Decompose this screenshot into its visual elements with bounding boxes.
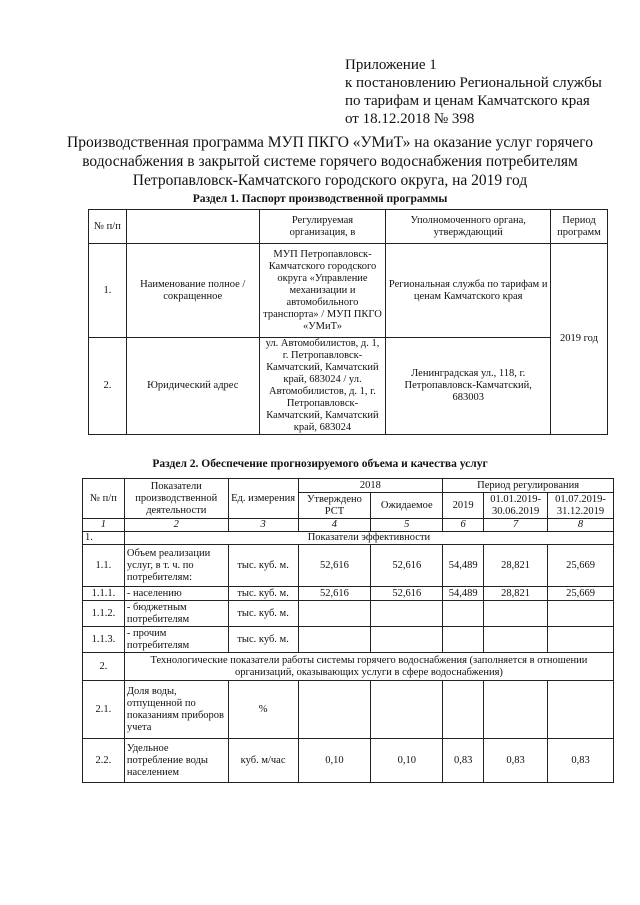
title-line: Производственная программа МУП ПКГО «УМиТ» на оказание услуг горячего (67, 134, 593, 151)
column-number: 3 (228, 519, 298, 532)
header-cell: 2018 (298, 479, 443, 493)
appendix-line: к постановлению Региональной службы (345, 75, 602, 91)
value-cell: 52,616 (298, 545, 371, 587)
column-number: 2 (124, 519, 228, 532)
unit-cell: тыс. куб. м. (228, 601, 298, 627)
row-label: Наименование полное / сокращенное (126, 244, 259, 338)
value-cell (484, 681, 548, 739)
value-cell (443, 627, 484, 653)
row-number: 2. (83, 653, 125, 681)
value-cell: 54,489 (443, 545, 484, 587)
value-cell (298, 627, 371, 653)
row-label: - бюджетным потребителям (124, 601, 228, 627)
row-number: 2.1. (83, 681, 125, 739)
row-number: 1.1. (83, 545, 125, 587)
value-cell: 52,616 (371, 545, 443, 587)
table-row (89, 338, 608, 435)
unit-cell: тыс. куб. м. (228, 587, 298, 601)
group-label: Технологические показатели работы системы горячего водоснабжения (заполняется в отношении организаций, оказывающих услуги в сфере водоснабжения) (124, 653, 613, 681)
row-number: 1.1.3. (83, 627, 125, 653)
value-cell (298, 601, 371, 627)
header-cell: Период регулирования (443, 479, 614, 493)
group-label: Показатели эффективности (124, 532, 613, 545)
value-cell: 25,669 (548, 587, 614, 601)
table-row (83, 601, 614, 627)
row-label: - населению (124, 587, 228, 601)
unit-cell: куб. м/час (228, 739, 298, 783)
value-cell (443, 601, 484, 627)
column-number: 6 (443, 519, 484, 532)
column-number: 7 (484, 519, 548, 532)
value-cell: 0,83 (443, 739, 484, 783)
value-cell (443, 681, 484, 739)
table-row (83, 545, 614, 587)
passport-table (88, 209, 608, 435)
table-row (83, 739, 614, 783)
appendix-line: от 18.12.2018 № 398 (345, 111, 475, 127)
header-cell: Утверждено РСТ (298, 493, 371, 519)
row-label: Юридический адрес (126, 338, 259, 435)
appendix-line: Приложение 1 (345, 57, 437, 73)
header-cell: Регулируемая организация, в (259, 210, 386, 244)
row-number: 1.1.1. (83, 587, 125, 601)
header-cell: № п/п (83, 479, 125, 519)
header-cell: Уполномоченного органа, утверждающий (386, 210, 551, 244)
row-label: Объем реализации услуг, в т. ч. по потребителям: (124, 545, 228, 587)
column-number: 1 (83, 519, 125, 532)
section2-title: Раздел 2. Обеспечение прогнозируемого объема и качества услуг (152, 458, 488, 470)
value-cell (548, 601, 614, 627)
header-cell: Показатели производственной деятельности (124, 479, 228, 519)
section1-title: Раздел 1. Паспорт производственной программы (192, 193, 448, 205)
header-cell: Период программ (551, 210, 608, 244)
value-cell (371, 601, 443, 627)
header-cell: Ожидаемое (371, 493, 443, 519)
org-value: МУП Петропавловск-Камчатского городского округа «Управление механизации и автомобильного транспорта» / МУП ПКГО «УМиТ» (259, 244, 386, 338)
value-cell: 28,821 (484, 545, 548, 587)
value-cell: 0,83 (484, 739, 548, 783)
period-value: 2019 год (551, 244, 608, 435)
row-label: - прочим потребителям (124, 627, 228, 653)
row-number: 2. (89, 338, 127, 435)
column-number-row (83, 519, 614, 532)
unit-cell: тыс. куб. м. (228, 627, 298, 653)
title-line: водоснабжения в закрытой системе горячего водоснабжения потребителям (82, 153, 578, 170)
group-row (83, 532, 614, 545)
value-cell: 25,669 (548, 545, 614, 587)
header-cell: 2019 (443, 493, 484, 519)
header-cell: Ед. измерения (228, 479, 298, 519)
header-cell: 01.07.2019-31.12.2019 (548, 493, 614, 519)
column-number: 4 (298, 519, 371, 532)
table-header-row (83, 479, 614, 493)
value-cell: 0,10 (371, 739, 443, 783)
value-cell: 0,10 (298, 739, 371, 783)
header-cell: № п/п (89, 210, 127, 244)
group-row (83, 653, 614, 681)
header-cell: 01.01.2019-30.06.2019 (484, 493, 548, 519)
document-title (60, 133, 600, 190)
unit-cell: тыс. куб. м. (228, 545, 298, 587)
value-cell: 0,83 (548, 739, 614, 783)
table-row (83, 627, 614, 653)
value-cell: 52,616 (371, 587, 443, 601)
value-cell (298, 681, 371, 739)
value-cell (548, 627, 614, 653)
title-line: Петропавловск-Камчатского городского округа, на 2019 год (132, 172, 528, 189)
table-header-row (89, 210, 608, 244)
value-cell (371, 681, 443, 739)
value-cell (484, 601, 548, 627)
unit-cell: % (228, 681, 298, 739)
value-cell (371, 627, 443, 653)
value-cell (484, 627, 548, 653)
column-number: 8 (548, 519, 614, 532)
authority-value: Региональная служба по тарифам и ценам Камчатского края (386, 244, 551, 338)
value-cell: 52,616 (298, 587, 371, 601)
appendix-block (345, 56, 602, 128)
table-row (83, 681, 614, 739)
services-table (82, 478, 614, 783)
row-label: Удельное потребление воды населением (124, 739, 228, 783)
appendix-line: по тарифам и ценам Камчатского края (345, 93, 590, 109)
row-number: 1. (83, 532, 125, 545)
table-row (89, 244, 608, 338)
value-cell: 28,821 (484, 587, 548, 601)
row-number: 2.2. (83, 739, 125, 783)
org-value: ул. Автомобилистов, д. 1, г. Петропавловск-Камчатский, Камчатский край, 683024 / ул. Автомобилистов, д. 1, г. Петропавловск-Камчатский, Камчатский край, 683024 (259, 338, 386, 435)
row-number: 1. (89, 244, 127, 338)
value-cell (548, 681, 614, 739)
header-cell (126, 210, 259, 244)
authority-value: Ленинградская ул., 118, г. Петропавловск-Камчатский, 683003 (386, 338, 551, 435)
row-label: Доля воды, отпущенной по показаниям приборов учета (124, 681, 228, 739)
table-row (83, 587, 614, 601)
column-number: 5 (371, 519, 443, 532)
row-number: 1.1.2. (83, 601, 125, 627)
value-cell: 54,489 (443, 587, 484, 601)
